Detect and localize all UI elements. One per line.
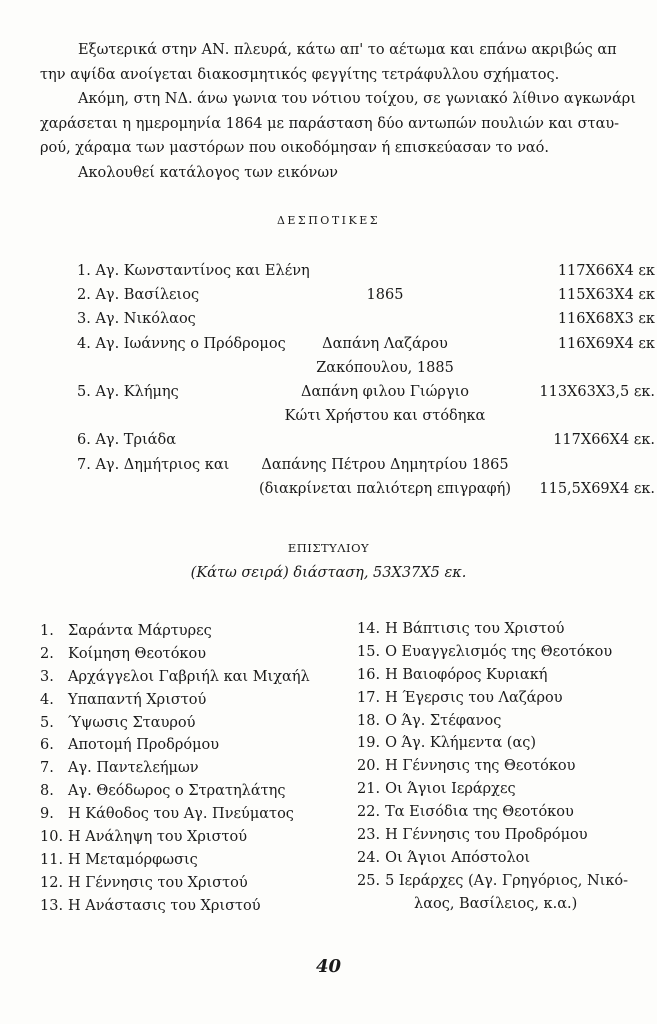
icon-note: (διακρίνεται παλιότερη επιγραφή) xyxy=(258,480,512,497)
list-item-number: 11. xyxy=(40,851,64,868)
table-row xyxy=(77,332,655,356)
list-item-number: 4. xyxy=(40,691,54,708)
list-item-number: 14. xyxy=(357,621,381,637)
icon-note: Δαπάνη Λαζάρου xyxy=(322,335,448,352)
list-item-text: Η Βαιοφόρος Κυριακή xyxy=(385,666,548,683)
list-item xyxy=(357,847,628,870)
list-item-number: 21. xyxy=(357,781,381,798)
icon-name: 3. Αγ. Νικόλαος xyxy=(77,311,196,328)
icon-note: Κώτι Χρήστου και στόδηκα xyxy=(284,408,486,425)
list-item xyxy=(40,666,310,689)
icon-name: 7. Αγ. Δημήτριος και xyxy=(77,456,230,473)
paragraph-line: την αψίδα ανοίγεται διακοσμητικός φεγγίτης τετράφυλλου σχήματος. xyxy=(40,66,560,83)
table-row xyxy=(77,259,655,283)
list-item-number: 7. xyxy=(40,760,54,777)
list-item-number: 13. xyxy=(40,897,64,914)
list-item xyxy=(357,687,628,710)
list-item-number: 9. xyxy=(40,806,54,823)
list-item xyxy=(357,778,628,801)
list-item xyxy=(357,824,628,847)
icon-list-left xyxy=(40,620,310,918)
paragraph-line: Ακόμη, στη ΝΔ. άνω γωνια του νότιου τοίχου, σε γωνιακό λίθινο αγκωνάρι xyxy=(78,91,636,108)
icon-dimensions: 116Χ68Χ3 εκ xyxy=(557,311,655,328)
list-item-text: Η Γέννησις της Θεοτόκου xyxy=(385,758,576,775)
list-item-number: 24. xyxy=(357,849,381,866)
intro-paragraphs xyxy=(40,38,657,186)
list-item-number: 18. xyxy=(357,712,381,729)
list-item xyxy=(40,689,310,712)
list-item-number: 3. xyxy=(40,668,54,685)
list-item-text: 5 Ιεράρχες (Αγ. Γρηγόριος, Νικό- xyxy=(385,872,629,889)
list-item-number: 22. xyxy=(357,804,381,821)
list-item xyxy=(357,710,628,733)
list-item-text: Αγ. Παντελεήμων xyxy=(68,760,199,777)
paragraph-line: χαράσεται η ημερομηνία 1864 με παράσταση δύο αντωπών πουλιών και σταυ- xyxy=(40,115,620,132)
table-row xyxy=(77,477,655,501)
list-item-text: Οι Άγιοι Απόστολοι xyxy=(385,849,531,866)
icon-dimensions: 116Χ69Χ4 εκ xyxy=(557,335,655,352)
icon-list-right xyxy=(357,618,628,916)
icon-name: 2. Αγ. Βασίλειος xyxy=(77,287,200,304)
list-item-number: 12. xyxy=(40,874,64,891)
list-item-text: Η Κάθοδος του Αγ. Πνεύματος xyxy=(68,806,294,823)
icon-dimensions: 117Χ66Χ4 εκ. xyxy=(553,432,655,449)
list-item-text: Υπαπαντή Χριστού xyxy=(68,691,207,708)
list-item-text: Ο Άγ. Στέφανος xyxy=(385,712,502,729)
list-item-number: 23. xyxy=(357,827,381,844)
list-item xyxy=(357,870,628,893)
list-item-text: Αρχάγγελοι Γαβριήλ και Μιχαήλ xyxy=(68,668,310,685)
list-item-number: 2. xyxy=(40,645,54,662)
icon-name: 1. Αγ. Κωνσταντίνος και Ελένη xyxy=(77,263,310,279)
list-item-number: 17. xyxy=(357,689,381,706)
list-item-text: Κοίμηση Θεοτόκου xyxy=(68,645,207,662)
list-item xyxy=(40,872,310,895)
list-item-number: 19. xyxy=(357,735,381,752)
icon-name: 5. Αγ. Κλήμης xyxy=(77,383,179,400)
despotikes-table xyxy=(77,259,655,501)
page-number: 40 xyxy=(315,956,342,977)
table-row xyxy=(77,307,655,331)
section-subtitle: (Κάτω σειρά) διάσταση, 53Χ37Χ5 εκ. xyxy=(190,565,467,581)
icon-note: Δαπάνης Πέτρου Δημητρίου 1865 xyxy=(261,456,509,473)
icon-name: 4. Αγ. Ιωάννης ο Πρόδρομος xyxy=(77,335,286,352)
table-row xyxy=(77,428,655,452)
list-item-number: 6. xyxy=(40,737,54,754)
list-item-number: 15. xyxy=(357,643,381,660)
list-item-text: Σαράντα Μάρτυρες xyxy=(68,623,212,639)
paragraph-line: ρού, χάραμα των μαστόρων που οικοδόμησαν ή επισκεύασαν το ναό. xyxy=(40,140,550,157)
list-item-number: 5. xyxy=(40,714,54,731)
icon-dimensions: 113Χ63Χ3,5 εκ. xyxy=(539,383,655,400)
list-item xyxy=(357,618,628,641)
list-item-text: Η Ανάστασις του Χριστού xyxy=(68,897,261,914)
list-item-number: 16. xyxy=(357,666,381,683)
icon-dimensions: 115,5Χ69Χ4 εκ. xyxy=(539,480,655,497)
list-item-text: Η Γέννησις του Προδρόμου xyxy=(385,827,588,844)
icon-note: Ζακόπουλου, 1885 xyxy=(316,359,454,376)
icon-name: 6. Αγ. Τριάδα xyxy=(77,432,176,449)
list-item-text: Η Ανάληψη του Χριστού xyxy=(68,829,248,846)
list-item-text: Ο Άγ. Κλήμεντα (ας) xyxy=(385,735,537,752)
list-item-text: Η Έγερσις του Λαζάρου xyxy=(385,689,563,706)
list-item xyxy=(357,755,628,778)
list-item-number: 10. xyxy=(40,829,64,846)
list-item-text: Η Μεταμόρφωσις xyxy=(68,851,198,868)
icon-dimensions: 117Χ66Χ4 εκ xyxy=(557,263,655,279)
list-item-number: 8. xyxy=(40,783,54,800)
section-title-despotikes: ΔΕΣΠΟΤΙΚΕΣ xyxy=(276,214,381,227)
list-item-text: Η Γέννησις του Χριστού xyxy=(68,874,248,891)
list-item-text: Οι Άγιοι Ιεράρχες xyxy=(385,781,516,798)
icon-note: Δαπάνη φιλου Γιώργιο xyxy=(300,383,470,400)
list-item xyxy=(40,620,310,643)
list-item-number: 25. xyxy=(357,872,381,889)
list-item xyxy=(40,780,310,803)
list-item xyxy=(40,826,310,849)
list-item-text: Τα Εισόδια της Θεοτόκου xyxy=(385,804,574,821)
table-row xyxy=(77,453,655,477)
list-item xyxy=(40,734,310,757)
list-item xyxy=(357,801,628,824)
list-item-text: Ύψωσις Σταυρού xyxy=(68,714,196,731)
list-item xyxy=(40,757,310,780)
list-item-text: Αποτομή Προδρόμου xyxy=(68,737,220,754)
list-item xyxy=(40,849,310,872)
paragraph-line: Εξωτερικά στην ΑΝ. πλευρά, κάτω απ' το αέτωμα και επάνω ακριβώς απ xyxy=(78,42,617,58)
list-item-text: Η Βάπτισις του Χριστού xyxy=(385,621,565,637)
section-title-epistyliou: ΕΠΙΣΤΥΛΙΟΥ xyxy=(287,541,370,555)
list-item xyxy=(357,664,628,687)
list-item-text: Αγ. Θεόδωρος ο Στρατηλάτης xyxy=(68,783,286,800)
table-row xyxy=(77,283,655,307)
list-item-number: 1. xyxy=(40,623,54,639)
list-item xyxy=(357,732,628,755)
table-row xyxy=(77,356,655,380)
list-item xyxy=(40,643,310,666)
table-row xyxy=(77,404,655,428)
list-item xyxy=(40,712,310,735)
list-item-number: 20. xyxy=(357,758,381,775)
icon-note: 1865 xyxy=(366,287,404,304)
table-row xyxy=(77,380,655,404)
icon-dimensions: 115Χ63Χ4 εκ xyxy=(557,287,655,304)
list-item-continuation: λαος, Βασίλειος, κ.α.) xyxy=(414,895,578,912)
list-item xyxy=(357,641,628,664)
list-item-text: Ο Ευαγγελισμός της Θεοτόκου xyxy=(385,643,613,660)
list-item xyxy=(40,895,310,918)
list-item xyxy=(40,803,310,826)
paragraph-line: Ακολουθεί κατάλογος των εικόνων xyxy=(78,164,338,181)
